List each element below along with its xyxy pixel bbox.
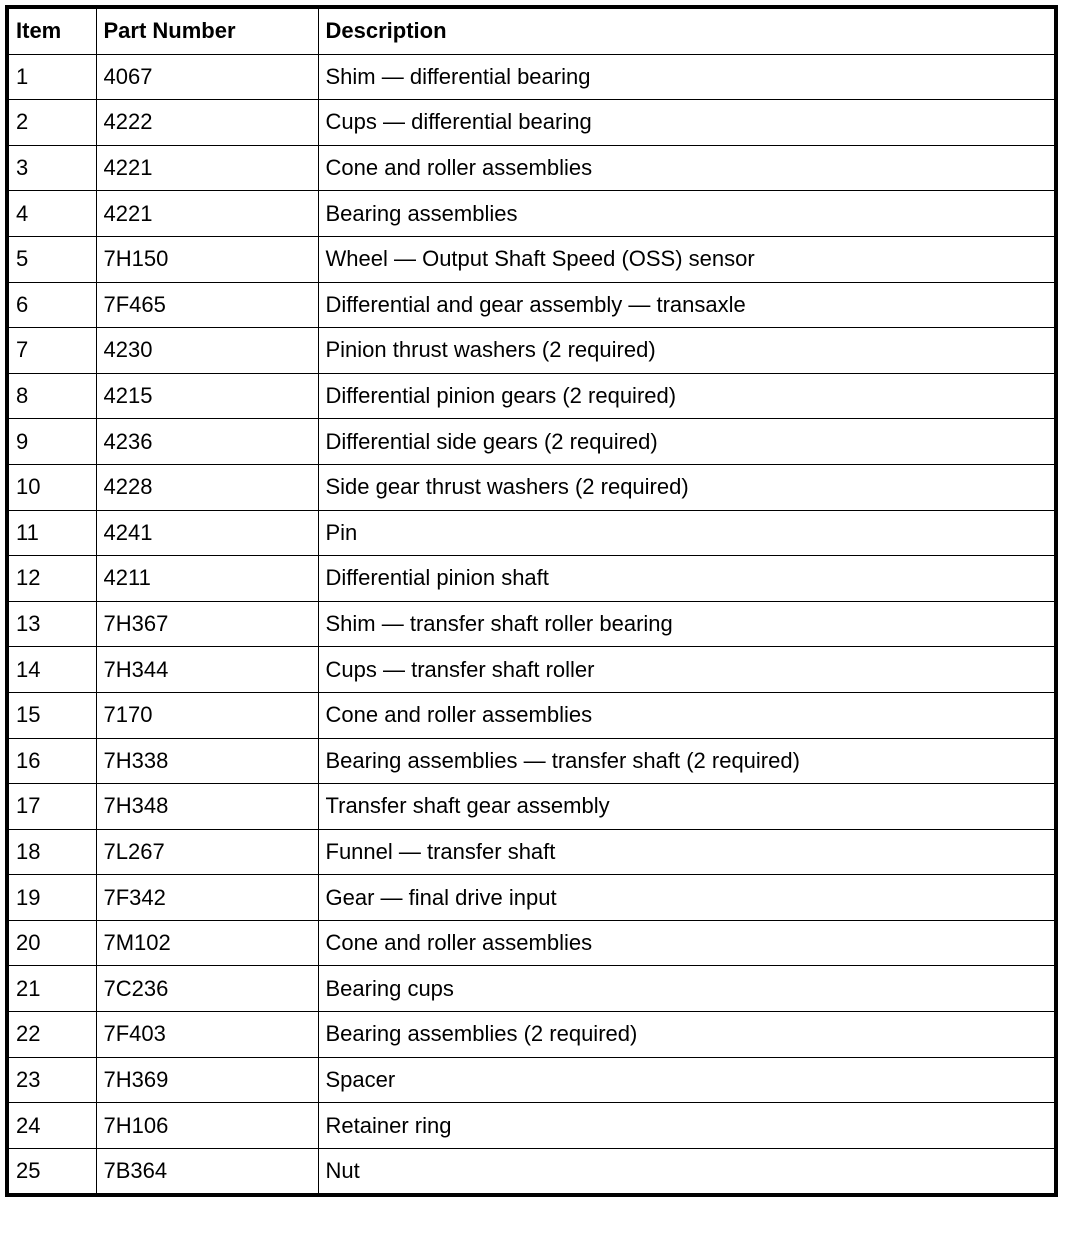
- cell-description: Transfer shaft gear assembly: [318, 784, 1056, 830]
- cell-description: Differential pinion gears (2 required): [318, 373, 1056, 419]
- table-row: [7, 100, 1056, 146]
- cell-part-number: 7M102: [96, 920, 318, 966]
- table-row: [7, 738, 1056, 784]
- cell-part-number: 4228: [96, 464, 318, 510]
- cell-description: Bearing assemblies (2 required): [318, 1012, 1056, 1058]
- cell-item: 3: [7, 145, 96, 191]
- cell-part-number: 7H367: [96, 601, 318, 647]
- header-item: Item: [7, 7, 96, 54]
- cell-description: Gear — final drive input: [318, 875, 1056, 921]
- table-row: [7, 829, 1056, 875]
- table-row: [7, 647, 1056, 693]
- table-row: [7, 419, 1056, 465]
- cell-description: Spacer: [318, 1057, 1056, 1103]
- cell-description: Cone and roller assemblies: [318, 145, 1056, 191]
- cell-description: Cups — transfer shaft roller: [318, 647, 1056, 693]
- cell-item: 21: [7, 966, 96, 1012]
- cell-description: Bearing cups: [318, 966, 1056, 1012]
- cell-description: Cone and roller assemblies: [318, 692, 1056, 738]
- table-row: [7, 784, 1056, 830]
- cell-description: Pinion thrust washers (2 required): [318, 328, 1056, 374]
- cell-part-number: 7F465: [96, 282, 318, 328]
- cell-description: Bearing assemblies — transfer shaft (2 required): [318, 738, 1056, 784]
- cell-description: Pin: [318, 510, 1056, 556]
- table-row: [7, 692, 1056, 738]
- cell-description: Funnel — transfer shaft: [318, 829, 1056, 875]
- cell-part-number: 4230: [96, 328, 318, 374]
- cell-part-number: 7F342: [96, 875, 318, 921]
- cell-part-number: 4221: [96, 191, 318, 237]
- cell-description: Shim — differential bearing: [318, 54, 1056, 100]
- header-part-number: Part Number: [96, 7, 318, 54]
- table-row: [7, 966, 1056, 1012]
- table-row: [7, 145, 1056, 191]
- cell-description: Cups — differential bearing: [318, 100, 1056, 146]
- table-row: [7, 328, 1056, 374]
- table-row: [7, 1148, 1056, 1195]
- cell-description: Nut: [318, 1148, 1056, 1195]
- cell-item: 5: [7, 236, 96, 282]
- cell-part-number: 4221: [96, 145, 318, 191]
- cell-item: 18: [7, 829, 96, 875]
- header-description: Description: [318, 7, 1056, 54]
- cell-item: 13: [7, 601, 96, 647]
- cell-part-number: 7H348: [96, 784, 318, 830]
- cell-part-number: 7L267: [96, 829, 318, 875]
- cell-description: Wheel — Output Shaft Speed (OSS) sensor: [318, 236, 1056, 282]
- table-body: [7, 54, 1056, 1195]
- cell-part-number: 4067: [96, 54, 318, 100]
- cell-description: Differential and gear assembly — transaxle: [318, 282, 1056, 328]
- cell-part-number: 7170: [96, 692, 318, 738]
- cell-item: 1: [7, 54, 96, 100]
- table-row: [7, 1012, 1056, 1058]
- cell-description: Shim — transfer shaft roller bearing: [318, 601, 1056, 647]
- table-row: [7, 556, 1056, 602]
- cell-item: 7: [7, 328, 96, 374]
- cell-part-number: 7H369: [96, 1057, 318, 1103]
- cell-part-number: 7C236: [96, 966, 318, 1012]
- cell-part-number: 4222: [96, 100, 318, 146]
- cell-item: 10: [7, 464, 96, 510]
- cell-item: 22: [7, 1012, 96, 1058]
- cell-item: 11: [7, 510, 96, 556]
- cell-part-number: 7H106: [96, 1103, 318, 1149]
- table-row: [7, 282, 1056, 328]
- table-row: [7, 236, 1056, 282]
- cell-description: Differential pinion shaft: [318, 556, 1056, 602]
- cell-description: Side gear thrust washers (2 required): [318, 464, 1056, 510]
- cell-part-number: 4211: [96, 556, 318, 602]
- table-header-row: [7, 7, 1056, 54]
- table-row: [7, 373, 1056, 419]
- cell-item: 24: [7, 1103, 96, 1149]
- table-row: [7, 1057, 1056, 1103]
- cell-part-number: 4236: [96, 419, 318, 465]
- table-row: [7, 191, 1056, 237]
- cell-item: 15: [7, 692, 96, 738]
- cell-description: Bearing assemblies: [318, 191, 1056, 237]
- table-row: [7, 920, 1056, 966]
- cell-description: Retainer ring: [318, 1103, 1056, 1149]
- table-row: [7, 1103, 1056, 1149]
- cell-part-number: 7H150: [96, 236, 318, 282]
- cell-part-number: 7H344: [96, 647, 318, 693]
- cell-part-number: 4241: [96, 510, 318, 556]
- table-row: [7, 875, 1056, 921]
- cell-description: Cone and roller assemblies: [318, 920, 1056, 966]
- cell-item: 9: [7, 419, 96, 465]
- table-row: [7, 510, 1056, 556]
- cell-item: 23: [7, 1057, 96, 1103]
- table-row: [7, 464, 1056, 510]
- cell-item: 20: [7, 920, 96, 966]
- table-row: [7, 601, 1056, 647]
- cell-item: 25: [7, 1148, 96, 1195]
- cell-item: 16: [7, 738, 96, 784]
- cell-part-number: 7H338: [96, 738, 318, 784]
- cell-item: 8: [7, 373, 96, 419]
- cell-item: 2: [7, 100, 96, 146]
- cell-part-number: 4215: [96, 373, 318, 419]
- table-row: [7, 54, 1056, 100]
- cell-part-number: 7F403: [96, 1012, 318, 1058]
- parts-table: [5, 5, 1058, 1197]
- cell-part-number: 7B364: [96, 1148, 318, 1195]
- cell-item: 12: [7, 556, 96, 602]
- parts-table-container: [5, 5, 1058, 1197]
- cell-item: 6: [7, 282, 96, 328]
- cell-description: Differential side gears (2 required): [318, 419, 1056, 465]
- cell-item: 17: [7, 784, 96, 830]
- cell-item: 14: [7, 647, 96, 693]
- cell-item: 4: [7, 191, 96, 237]
- cell-item: 19: [7, 875, 96, 921]
